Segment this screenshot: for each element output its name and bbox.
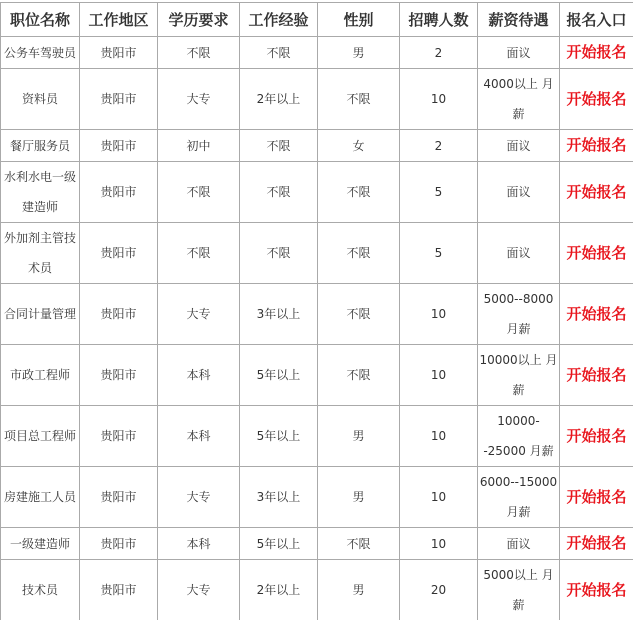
- position-cell: 公务车驾驶员: [1, 37, 80, 69]
- position-cell: 项目总工程师: [1, 406, 80, 467]
- gender-cell: 不限: [318, 162, 400, 223]
- apply-link[interactable]: 开始报名: [566, 365, 627, 384]
- apply-cell: [560, 528, 633, 560]
- experience-cell: 不限: [240, 130, 318, 162]
- education-cell: 大专: [158, 467, 240, 528]
- experience-cell: 3年以上: [240, 467, 318, 528]
- apply-cell: [560, 130, 633, 162]
- apply-link[interactable]: 开始报名: [566, 182, 627, 201]
- apply-cell: [560, 37, 633, 69]
- education-cell: 不限: [158, 37, 240, 69]
- apply-link[interactable]: 开始报名: [566, 43, 627, 61]
- location-cell: 贵阳市: [80, 528, 158, 560]
- header-position: 职位名称: [1, 3, 80, 37]
- header-education: 学历要求: [158, 3, 240, 37]
- gender-cell: 不限: [318, 69, 400, 130]
- location-cell: 贵阳市: [80, 223, 158, 284]
- position-cell: 合同计量管理: [1, 284, 80, 345]
- gender-cell: 男: [318, 560, 400, 620]
- gender-cell: 不限: [318, 528, 400, 560]
- experience-cell: 5年以上: [240, 345, 318, 406]
- header-count: 招聘人数: [400, 3, 478, 37]
- count-cell: 10: [400, 406, 478, 467]
- salary-cell: 面议: [478, 130, 560, 162]
- header-apply: 报名入口: [560, 3, 633, 37]
- apply-cell: [560, 560, 633, 620]
- position-cell: 一级建造师: [1, 528, 80, 560]
- gender-cell: 男: [318, 406, 400, 467]
- count-cell: 20: [400, 560, 478, 620]
- gender-cell: 不限: [318, 284, 400, 345]
- experience-cell: 2年以上: [240, 560, 318, 620]
- apply-link[interactable]: 开始报名: [566, 304, 627, 323]
- gender-cell: 女: [318, 130, 400, 162]
- education-cell: 本科: [158, 528, 240, 560]
- experience-cell: 5年以上: [240, 528, 318, 560]
- apply-link[interactable]: 开始报名: [566, 136, 627, 154]
- apply-cell: [560, 406, 633, 467]
- salary-cell: 面议: [478, 162, 560, 223]
- table-row: [1, 162, 633, 223]
- experience-cell: 不限: [240, 162, 318, 223]
- location-cell: 贵阳市: [80, 69, 158, 130]
- location-cell: 贵阳市: [80, 467, 158, 528]
- education-cell: 大专: [158, 69, 240, 130]
- education-cell: 大专: [158, 560, 240, 620]
- education-cell: 不限: [158, 162, 240, 223]
- table-row: [1, 37, 633, 69]
- gender-cell: 不限: [318, 345, 400, 406]
- header-salary: 薪资待遇: [478, 3, 560, 37]
- gender-cell: 男: [318, 467, 400, 528]
- position-cell: 技术员: [1, 560, 80, 620]
- apply-link[interactable]: 开始报名: [566, 534, 627, 552]
- gender-cell: 不限: [318, 223, 400, 284]
- position-cell: 外加剂主管技术员: [1, 223, 80, 284]
- education-cell: 本科: [158, 345, 240, 406]
- salary-cell: 5000--8000 月薪: [478, 284, 560, 345]
- experience-cell: 5年以上: [240, 406, 318, 467]
- count-cell: 10: [400, 528, 478, 560]
- location-cell: 贵阳市: [80, 406, 158, 467]
- salary-cell: 5000以上 月薪: [478, 560, 560, 620]
- table-row: [1, 528, 633, 560]
- count-cell: 5: [400, 223, 478, 284]
- table-row: [1, 467, 633, 528]
- table-row: [1, 223, 633, 284]
- header-location: 工作地区: [80, 3, 158, 37]
- experience-cell: 不限: [240, 223, 318, 284]
- apply-link[interactable]: 开始报名: [566, 580, 627, 599]
- experience-cell: 3年以上: [240, 284, 318, 345]
- apply-cell: [560, 467, 633, 528]
- salary-cell: 面议: [478, 223, 560, 284]
- location-cell: 贵阳市: [80, 560, 158, 620]
- table-row: [1, 406, 633, 467]
- position-cell: 餐厅服务员: [1, 130, 80, 162]
- education-cell: 本科: [158, 406, 240, 467]
- location-cell: 贵阳市: [80, 162, 158, 223]
- apply-cell: [560, 345, 633, 406]
- job-table: [0, 2, 633, 620]
- experience-cell: 2年以上: [240, 69, 318, 130]
- count-cell: 5: [400, 162, 478, 223]
- apply-link[interactable]: 开始报名: [566, 426, 627, 445]
- position-cell: 房建施工人员: [1, 467, 80, 528]
- count-cell: 2: [400, 37, 478, 69]
- salary-cell: 6000--15000 月薪: [478, 467, 560, 528]
- salary-cell: 10000以上 月薪: [478, 345, 560, 406]
- location-cell: 贵阳市: [80, 345, 158, 406]
- header-experience: 工作经验: [240, 3, 318, 37]
- position-cell: 市政工程师: [1, 345, 80, 406]
- apply-link[interactable]: 开始报名: [566, 487, 627, 506]
- count-cell: 2: [400, 130, 478, 162]
- apply-link[interactable]: 开始报名: [566, 243, 627, 262]
- count-cell: 10: [400, 345, 478, 406]
- count-cell: 10: [400, 284, 478, 345]
- header-gender: 性别: [318, 3, 400, 37]
- apply-cell: [560, 162, 633, 223]
- location-cell: 贵阳市: [80, 284, 158, 345]
- table-row: [1, 345, 633, 406]
- count-cell: 10: [400, 69, 478, 130]
- salary-cell: 面议: [478, 528, 560, 560]
- table-row: [1, 69, 633, 130]
- apply-cell: [560, 284, 633, 345]
- position-cell: 水利水电一级建造师: [1, 162, 80, 223]
- apply-link[interactable]: 开始报名: [566, 89, 627, 108]
- apply-cell: [560, 223, 633, 284]
- salary-cell: 10000--25000 月薪: [478, 406, 560, 467]
- gender-cell: 男: [318, 37, 400, 69]
- header-row: [1, 3, 633, 37]
- location-cell: 贵阳市: [80, 130, 158, 162]
- experience-cell: 不限: [240, 37, 318, 69]
- table-row: [1, 560, 633, 620]
- table-row: [1, 284, 633, 345]
- salary-cell: 4000以上 月薪: [478, 69, 560, 130]
- education-cell: 大专: [158, 284, 240, 345]
- count-cell: 10: [400, 467, 478, 528]
- salary-cell: 面议: [478, 37, 560, 69]
- education-cell: 不限: [158, 223, 240, 284]
- position-cell: 资料员: [1, 69, 80, 130]
- apply-cell: [560, 69, 633, 130]
- location-cell: 贵阳市: [80, 37, 158, 69]
- table-row: [1, 130, 633, 162]
- education-cell: 初中: [158, 130, 240, 162]
